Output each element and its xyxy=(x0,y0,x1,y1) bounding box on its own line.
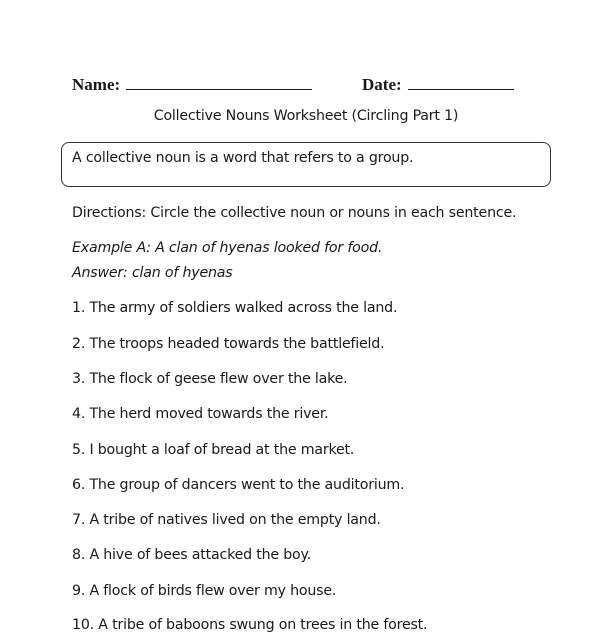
date-label: Date: xyxy=(362,75,402,94)
example-answer: Answer: clan of hyenas xyxy=(72,265,233,281)
sentence-item: 1. The army of soldiers walked across the land. xyxy=(72,300,398,316)
date-blank-line[interactable] xyxy=(408,72,514,90)
definition-box xyxy=(61,142,551,187)
name-label: Name: xyxy=(72,75,121,94)
directions-text: Directions: Circle the collective noun or nouns in each sentence. xyxy=(72,205,517,221)
date-field xyxy=(362,72,514,95)
sentence-item: 4. The herd moved towards the river. xyxy=(72,406,329,422)
name-field xyxy=(72,72,312,95)
worksheet-title: Collective Nouns Worksheet (Circling Part 1) xyxy=(153,108,459,124)
definition-text: A collective noun is a word that refers to a group. xyxy=(72,150,414,166)
example-question: Example A: A clan of hyenas looked for food. xyxy=(72,240,383,256)
sentence-item: 8. A hive of bees attacked the boy. xyxy=(72,547,312,563)
sentence-item: 9. A flock of birds flew over my house. xyxy=(72,583,337,599)
sentence-item: 3. The flock of geese flew over the lake. xyxy=(72,371,348,387)
sentence-item: 5. I bought a loaf of bread at the market. xyxy=(72,442,355,458)
name-blank-line[interactable] xyxy=(126,72,312,90)
sentence-item: 7. A tribe of natives lived on the empty land. xyxy=(72,512,381,528)
sentence-item: 2. The troops headed towards the battlefield. xyxy=(72,336,385,352)
header-row xyxy=(72,72,532,96)
sentence-item: 6. The group of dancers went to the auditorium. xyxy=(72,477,405,493)
sentence-item: 10. A tribe of baboons swung on trees in the forest. xyxy=(72,617,428,633)
